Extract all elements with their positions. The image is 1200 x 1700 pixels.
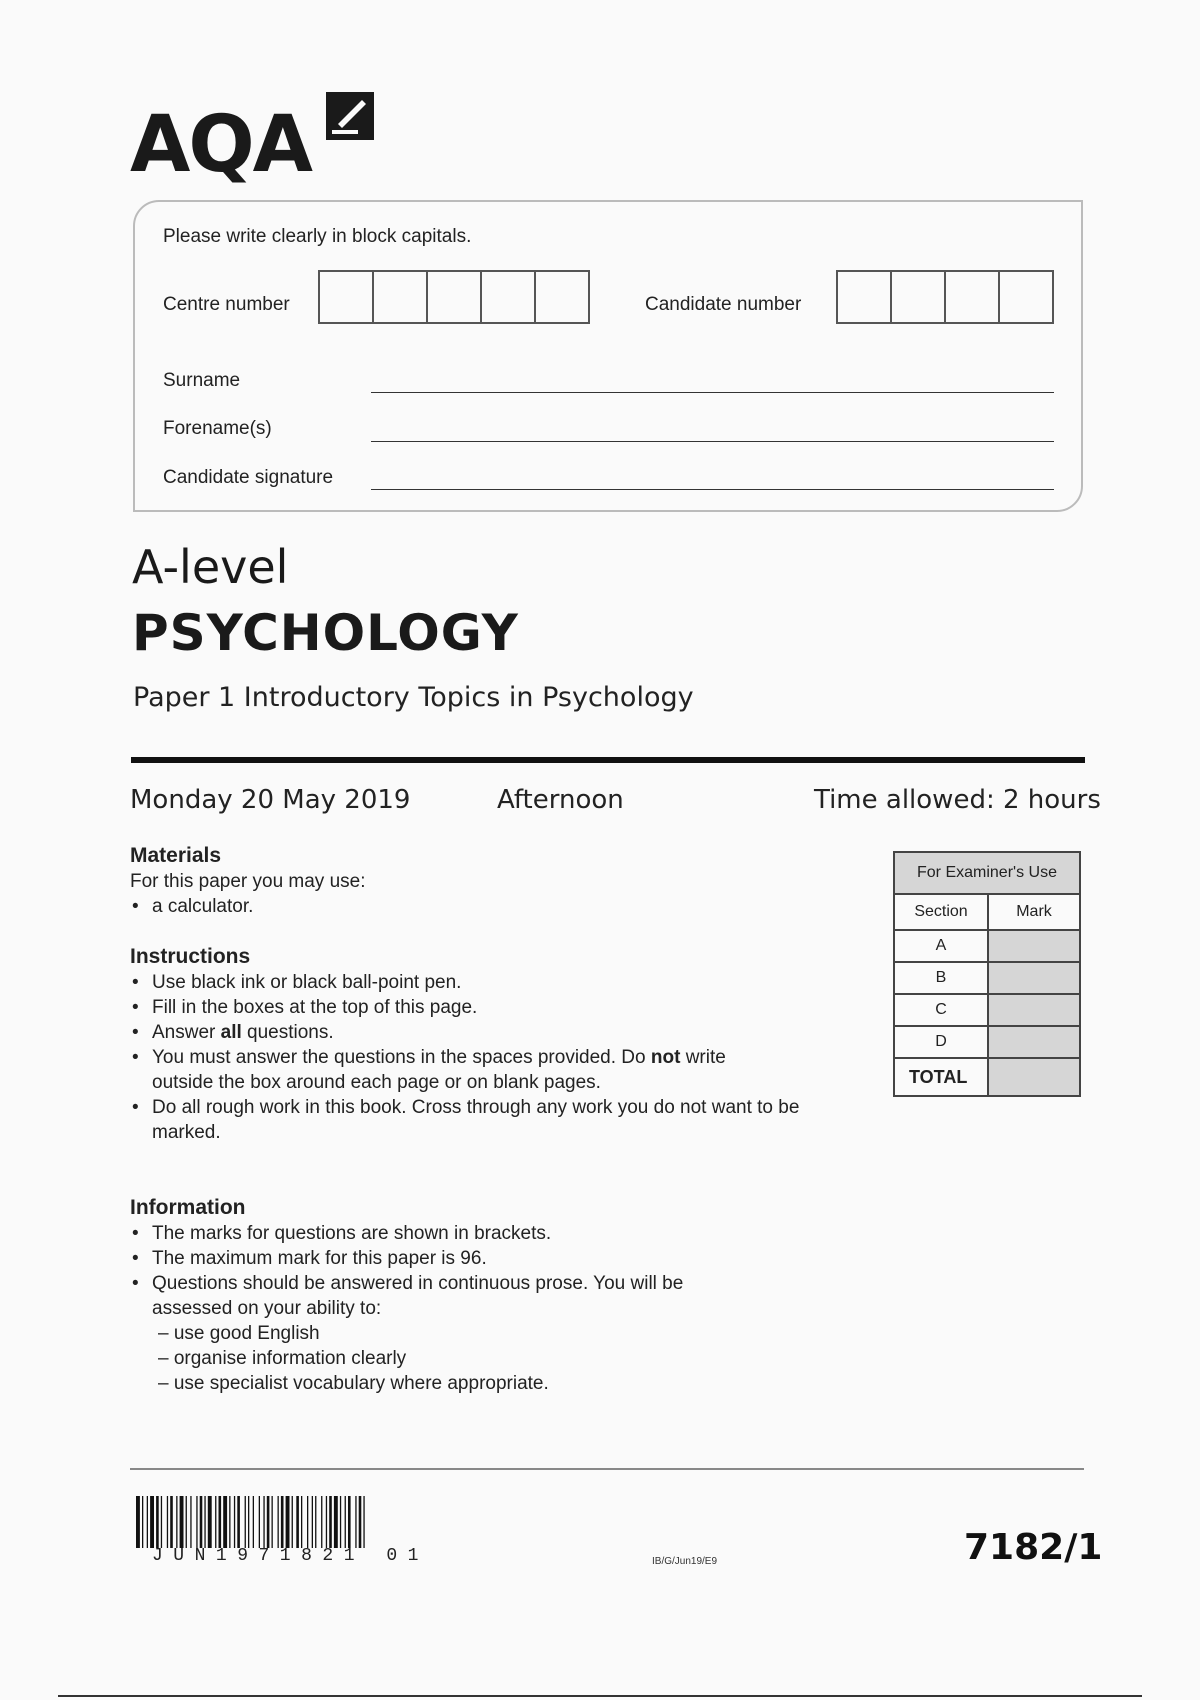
- section-cell: C: [894, 994, 988, 1026]
- instruction-item: • You must answer the questions in the spaces provided. Do not write outside the box around each page or on blank pages.: [130, 1045, 742, 1095]
- digit-box[interactable]: [1000, 272, 1052, 322]
- paper-code: 7182/1: [964, 1527, 1103, 1568]
- forenames-label: Forename(s): [163, 418, 272, 439]
- mark-cell: [988, 1026, 1080, 1058]
- digit-box[interactable]: [838, 272, 892, 322]
- materials-section: [130, 843, 830, 919]
- digit-box[interactable]: [320, 272, 374, 322]
- instruction-item: • Use black ink or black ball-point pen.: [130, 970, 830, 995]
- instruction-item: • Do all rough work in this book. Cross through any work you do not want to be marked.: [130, 1095, 832, 1145]
- centre-number-label: Centre number: [163, 294, 290, 315]
- examiner-use-table: [893, 851, 1081, 1097]
- materials-item: • a calculator.: [130, 894, 830, 919]
- logo-mark-icon: [318, 88, 376, 146]
- candidate-details-box: [133, 200, 1083, 512]
- candidate-number-label: Candidate number: [645, 294, 802, 315]
- surname-line[interactable]: [371, 392, 1054, 393]
- materials-heading: Materials: [130, 844, 222, 867]
- signature-line[interactable]: [371, 489, 1054, 490]
- instruction-item: • Fill in the boxes at the top of this page.: [130, 995, 830, 1020]
- surname-label: Surname: [163, 370, 241, 391]
- information-subitem: – use specialist vocabulary where appropriate.: [158, 1373, 549, 1394]
- instructions-heading: Instructions: [130, 945, 251, 968]
- information-item: • The maximum mark for this paper is 96.: [130, 1246, 830, 1271]
- section-cell: D: [894, 1026, 988, 1058]
- signature-label: Candidate signature: [163, 467, 334, 488]
- document-reference: IB/G/Jun19/E9: [652, 1556, 718, 1567]
- examiner-table-title: For Examiner's Use: [894, 852, 1080, 894]
- information-item: • Questions should be answered in continuous prose. You will be assessed on your ability to:: [130, 1271, 752, 1321]
- digit-box[interactable]: [946, 272, 1000, 322]
- information-item: • The marks for questions are shown in brackets.: [130, 1221, 830, 1246]
- section-column-header: Section: [894, 894, 988, 930]
- barcode: [136, 1496, 496, 1548]
- logo-text: AQA: [130, 100, 312, 190]
- digit-box[interactable]: [892, 272, 946, 322]
- total-label: TOTAL: [894, 1058, 988, 1096]
- information-section: [130, 1195, 830, 1396]
- mark-cell: [988, 994, 1080, 1026]
- candidate-number-boxes[interactable]: [836, 270, 1054, 324]
- section-cell: B: [894, 962, 988, 994]
- title-divider: [131, 757, 1085, 763]
- information-heading: Information: [130, 1196, 246, 1219]
- instruction-item: • Answer all questions.: [130, 1020, 830, 1045]
- digit-box[interactable]: [428, 272, 482, 322]
- page-bottom-rule: [58, 1695, 1142, 1697]
- information-subitem: – organise information clearly: [158, 1348, 407, 1369]
- section-cell: A: [894, 930, 988, 962]
- instructions-section: [130, 944, 830, 1145]
- barcode-number: JUN1971821 01: [152, 1546, 429, 1566]
- time-allowed: Time allowed: 2 hours: [814, 785, 1101, 815]
- forenames-line[interactable]: [371, 441, 1054, 442]
- qualification-level: A-level: [132, 540, 289, 594]
- materials-intro: For this paper you may use:: [130, 871, 366, 892]
- exam-date: Monday 20 May 2019: [130, 785, 411, 815]
- centre-number-boxes[interactable]: [318, 270, 590, 324]
- information-subitem: – use good English: [158, 1323, 320, 1344]
- digit-box[interactable]: [482, 272, 536, 322]
- mark-column-header: Mark: [988, 894, 1080, 930]
- subject-title: PSYCHOLOGY: [132, 604, 519, 662]
- mark-cell: [988, 962, 1080, 994]
- digit-box[interactable]: [536, 272, 588, 322]
- digit-box[interactable]: [374, 272, 428, 322]
- total-mark-cell: [988, 1058, 1080, 1096]
- mark-cell: [988, 930, 1080, 962]
- paper-title: Paper 1 Introductory Topics in Psychology: [133, 682, 694, 713]
- block-capitals-note: Please write clearly in block capitals.: [163, 226, 472, 247]
- exam-session: Afternoon: [497, 785, 624, 815]
- footer-divider: [130, 1468, 1084, 1470]
